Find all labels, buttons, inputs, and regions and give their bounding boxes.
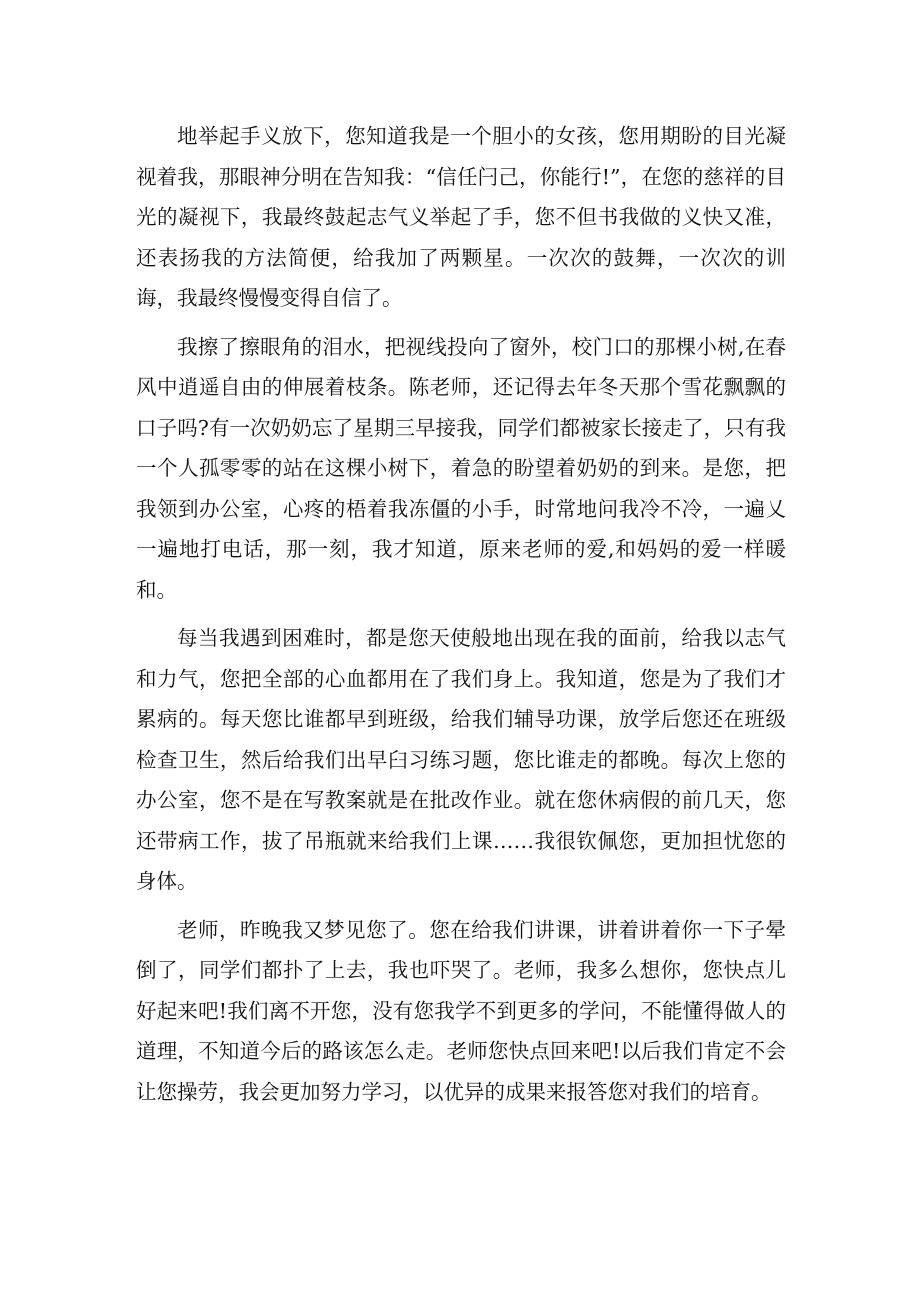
paragraph-4: 老师，昨晚我又梦见您了。您在给我们讲课，讲着讲着你一下子晕倒了，同学们都扑了上去，我也吓哭了。老师，我多么想你，您快点儿好起来吧!我们离不开您，没有您我学不到更多的学问，不能懂得做人的道理，不知道今后的路该怎么走。老师您快点回来吧!以后我们肯定不会让您操劳，我会更加努力学习，以优异的成果来报答您对我们的培育。 — [136, 917, 786, 1104]
paragraph-1: 地举起手义放下，您知道我是一个胆小的女孩，您用期盼的目光凝视着我，那眼神分明在告知我：“信任闩己，你能行!”，在您的慈祥的目光的凝视下，我最终鼓起志气义举起了手，您不但书我做的义快又准，还表扬我的方法简便，给我加了两颗星。一次次的鼓舞，一次次的训诲，我最终慢慢变得自信了。 — [136, 124, 786, 310]
document-body — [136, 116, 786, 1112]
paragraph-2: 我擦了擦眼角的泪水，把视线投向了窗外，校门口的那棵小树,在春风中逍遥自由的伸展着枝条。陈老师，还记得去年冬天那个雪花飘飘的口子吗?有一次奶奶忘了星期三早接我，同学们都被家长接走了，只有我一个人孤零零的站在这棵小树下，着急的盼望着奶奶的到来。是您，把我领到办公室，心疼的梧着我冻僵的小手，时常地问我冷不冷，一遍乂一遍地打电话，那一刻，我才知道，原来老师的爱,和妈妈的爱一样暖和。 — [136, 334, 786, 602]
paragraph-3: 每当我遇到困难时，都是您天使般地出现在我的面前，给我以志气和力气，您把全部的心血都用在了我们身上。我知道，您是为了我们才累病的。每天您比谁都早到班级，给我们辅导功课，放学后您还在班级检查卫生，然后给我们出早臼习练习题，您比谁走的都晚。每次上您的办公室，您不是在写教案就是在批改作业。就在您休病假的前几天，您还带病工作，拔了吊瓶就来给我们上课……我很钦佩您，更加担忧您的身体。 — [136, 626, 786, 893]
